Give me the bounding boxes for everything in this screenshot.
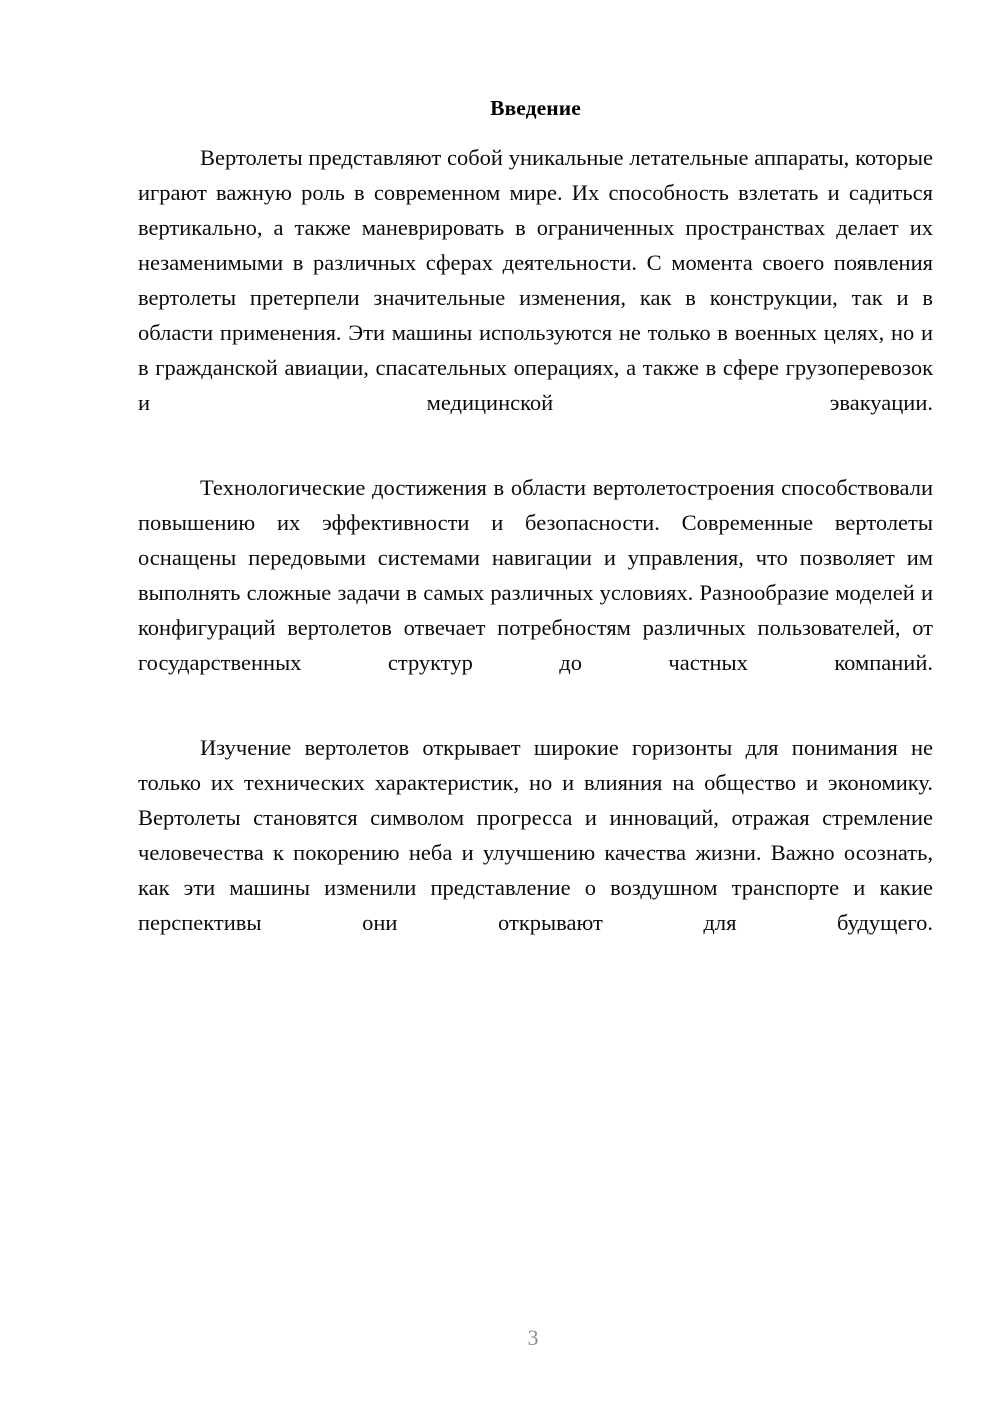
document-body xyxy=(138,92,933,975)
paragraph-2: Технологические достижения в области вертолетостроения способствовали повышению их эффективности и безопасности. Современные вертолеты оснащены передовыми системами навигации и управления, что позволяет им выполнять сложные задачи в самых различных условиях. Разнообразие моделей и конфигураций вертолетов отвечает потребностям различных пользователей, от государственных структур до частных компаний. xyxy=(138,475,933,676)
page-number-footer xyxy=(0,1325,1000,1351)
page-title: Введение xyxy=(490,96,581,120)
paragraph-3: Изучение вертолетов открывает широкие горизонты для понимания не только их технических характеристик, но и влияния на общество и экономику. Вертолеты становятся символом прогресса и инноваций, отражая стремление человечества к покорению неба и улучшению качества жизни. Важно осознать, как эти машины изменили представление о воздушном транспорте и какие перспективы они открывают для будущего. xyxy=(138,735,933,936)
page-number-value: 3 xyxy=(527,1325,539,1350)
paragraph-1: Вертолеты представляют собой уникальные летательные аппараты, которые играют важную роль в современном мире. Их способность взлетать и садиться вертикально, а также маневрировать в ограниченных пространствах делает их незаменимыми в различных сферах деятельности. С момента своего появления вертолеты претерпели значительные изменения, как в конструкции, так и в области применения. Эти машины используются не только в военных целях, но и в гражданской авиации, спасательных операциях, а также в сфере грузоперевозок и медицинской эвакуации. xyxy=(138,145,933,416)
